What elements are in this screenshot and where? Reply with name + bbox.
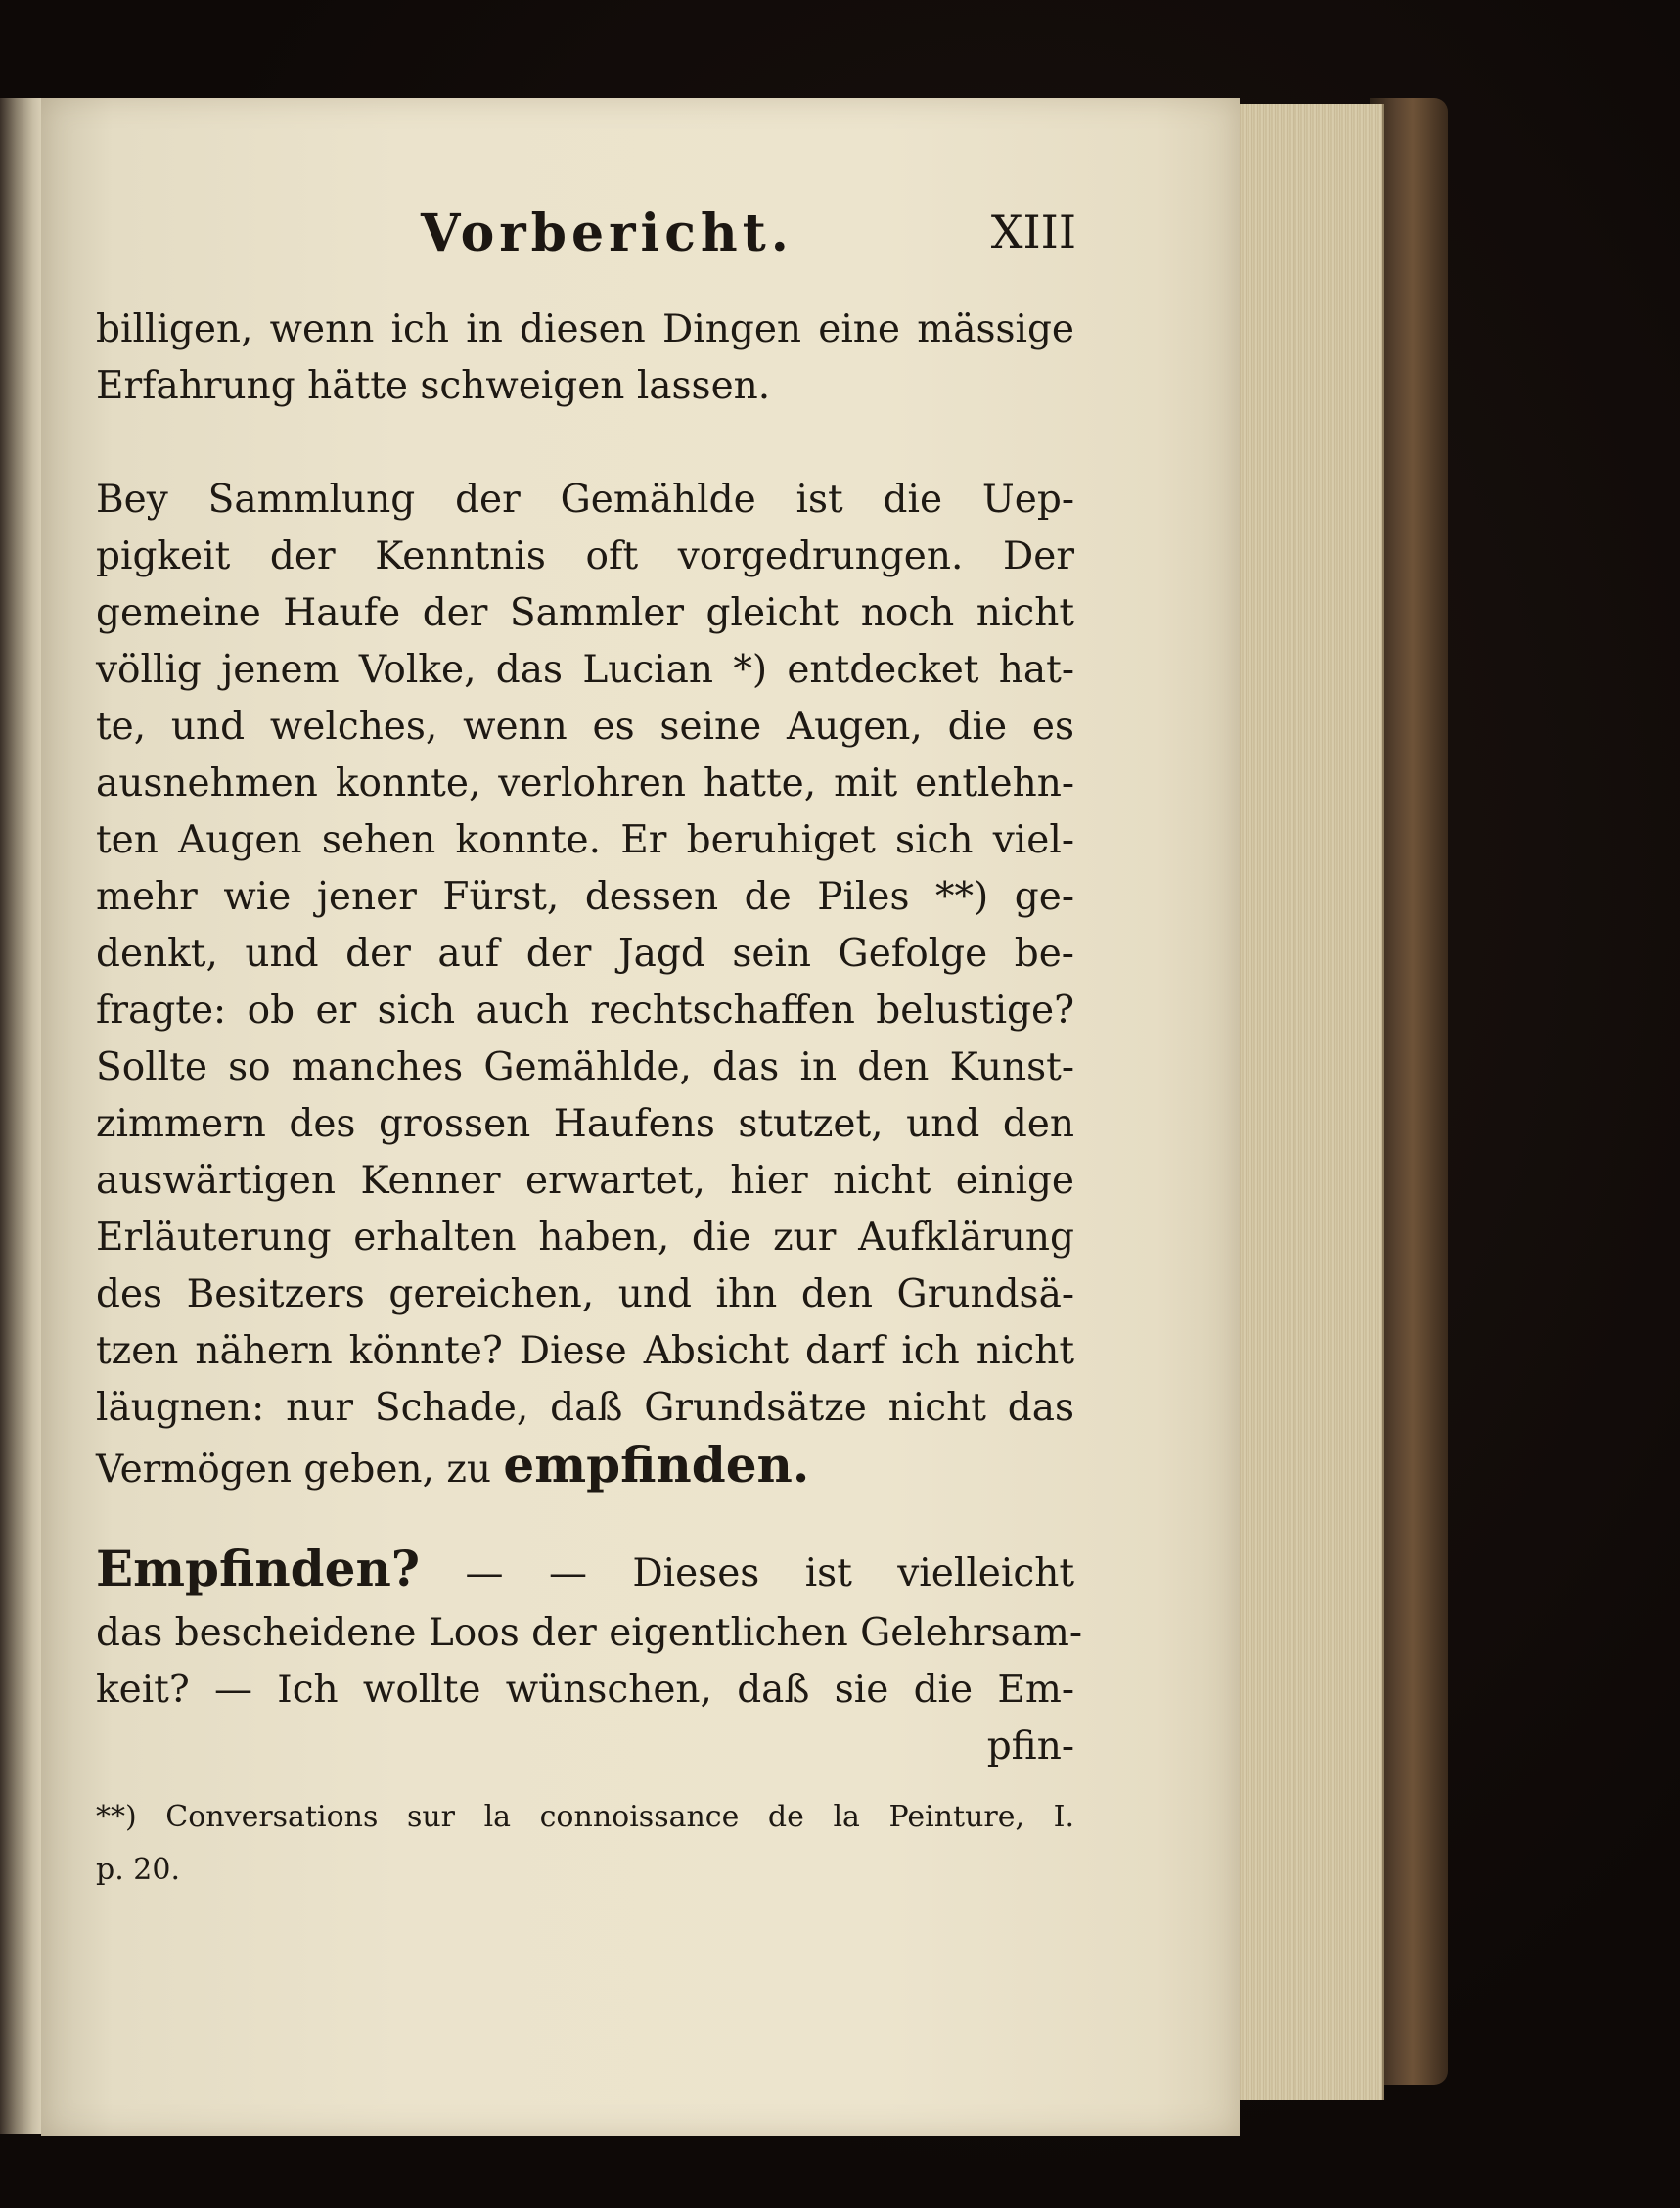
text-line: des Besitzers gereichen, und ihn den Grundsä- [96,1272,1074,1316]
text-line: Erläuterung erhalten haben, die zur Aufklärung [96,1216,1074,1260]
text-line: billigen, wenn ich in diesen Dingen eine mässige [96,307,1074,351]
text-line: Sollte so manches Gemählde, das in den Kunst- [96,1045,1074,1089]
text-line: ausnehmen konnte, verlohren hatte, mit entlehn- [96,761,1074,805]
text-line: Bey Sammlung der Gemählde ist die Uep- [96,478,1074,522]
text-line: völlig jenem Volke, das Lucian *) entdecket hat- [96,648,1074,692]
text-line: te, und welches, wenn es seine Augen, die es [96,705,1074,749]
text-line: das bescheidene Loos der eigentlichen Gelehrsam- [96,1611,1083,1655]
emphasized-word: empfinden. [503,1436,810,1494]
body-text [96,301,1083,1775]
running-head: Vorbericht. [421,204,794,263]
text-line: denkt, und der auf der Jagd sein Gefolge be- [96,932,1074,976]
text-line: tzen nähern könnte? Diese Absicht darf ich nicht [96,1329,1074,1373]
text-line: läugnen: nur Schade, daß Grundsätze nicht das [96,1386,1074,1430]
text-line: fragte: ob er sich auch rechtschaffen belustige? [96,989,1074,1033]
paragraph-2 [96,472,1074,1498]
text-line: pigkeit der Kenntnis oft vorgedrungen. Der [96,534,1074,578]
text-line: Erfahrung hätte schweigen lassen. [96,364,771,408]
paragraph-3 [96,1538,1083,1775]
text-line [96,1437,1074,1498]
text-line: ten Augen sehen konnte. Er beruhiget sich viel- [96,818,1074,862]
footnote [96,1791,1074,1897]
text-line: auswärtigen Kenner erwartet, hier nicht einige [96,1159,1074,1203]
page-number: XIII [990,206,1076,258]
left-page-edge [0,98,41,2134]
paragraph-gap [96,1498,1074,1538]
text-line: zimmern des grossen Haufens stutzet, und den [96,1102,1074,1146]
text-line [96,1538,1074,1605]
text-fragment: — — Dieses ist vielleicht [420,1551,1074,1595]
page-header [98,204,1076,272]
text-fragment: Vermögen geben, zu [96,1448,504,1492]
footnote-line: **) Conversations sur la connoissance de la Peinture, I. [96,1800,1074,1834]
paragraph-gap [96,415,1074,472]
text-line: mehr wie jener Fürst, dessen de Piles **) ge- [96,875,1074,919]
paragraph-1 [96,301,1074,415]
text-line: gemeine Haufe der Sammler gleicht noch nicht [96,591,1074,635]
catchword: pfin- [986,1725,1074,1769]
emphasized-word: Empfinden? [96,1540,421,1597]
footnote-line: p. 20. [96,1853,180,1887]
text-line: keit? — Ich wollte wünschen, daß sie die Em- [96,1668,1074,1712]
page-block-edge [1235,104,1384,2100]
